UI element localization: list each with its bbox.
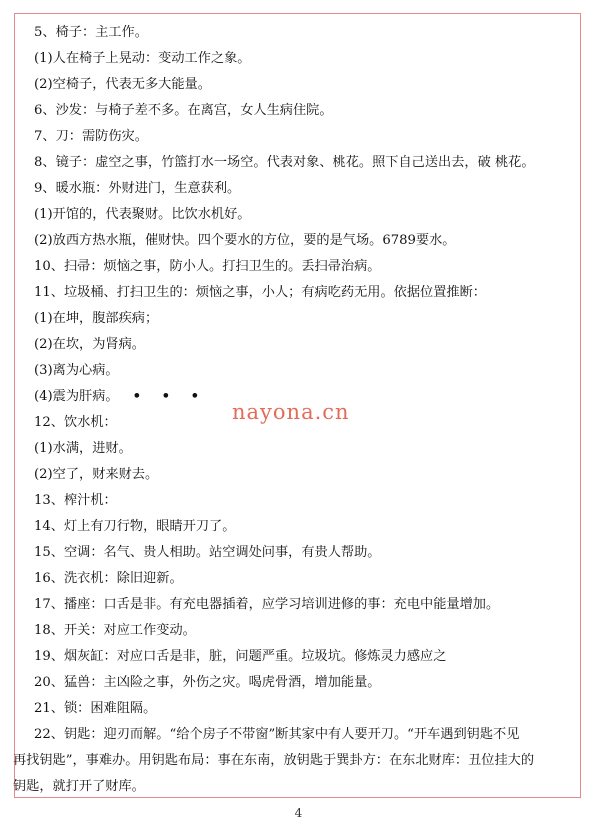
- text-line: (1)在坤，腹部疾病；: [34, 311, 159, 326]
- text-line: 10、扫帚：烦恼之事，防小人。打扫卫生的。丢扫帚治病。: [34, 259, 381, 274]
- text-line: 21、锁：困难阻隔。: [34, 701, 157, 716]
- text-line: 6、沙发：与椅子差不多。在离宫，女人生病住院。: [34, 103, 333, 118]
- text-line: (2)空了，财来财去。: [34, 467, 159, 482]
- text-line: 15、空调：名气、贵人相助。站空调处问事，有贵人帮助。: [34, 545, 381, 560]
- text-line: 11、垃圾桶、打扫卫生的：烦恼之事，小人；有病吃药无用。依据位置推断：: [34, 285, 486, 300]
- text-line: (1)开馆的，代表聚财。比饮水机好。: [34, 207, 251, 222]
- text-line: (1)人在椅子上晃动：变动工作之象。: [34, 51, 251, 66]
- page-number: 4: [294, 806, 303, 820]
- text-line: 9、暖水瓶：外财进门，生意获利。: [34, 181, 241, 196]
- text-line: 再找钥匙”，事难办。用钥匙布局：事在东南，放钥匙于巽卦方：在东北财库：丑位挂大的: [13, 753, 535, 768]
- text-line: 22、钥匙：迎刃而解。“给个房子不带窗”断其家中有人要开刀。“开车遇到钥匙不见: [34, 727, 520, 742]
- text-line: 钥匙，就打开了财库。: [13, 779, 145, 794]
- ellipsis-dots: • • •: [132, 389, 208, 404]
- text-line: (2)放西方热水瓶，催财快。四个要水的方位，要的是气场。6789要水。: [34, 233, 456, 248]
- text-line: 16、洗衣机：除旧迎新。: [34, 571, 183, 586]
- text-line: 19、烟灰缸：对应口舌是非，脏，问题严重。垃圾坑。修炼灵力感应之: [34, 649, 447, 664]
- text-line: 5、椅子：主工作。: [34, 25, 148, 40]
- text-line: (1)水满，进财。: [34, 441, 132, 456]
- text-line: 12、饮水机：: [34, 415, 117, 430]
- text-line: 18、开关：对应工作变动。: [34, 623, 196, 638]
- text-line: 7、刀：需防伤灾。: [34, 129, 148, 144]
- text-line-with-dots: [34, 389, 207, 405]
- text-line: 8、镜子：虚空之事，竹篮打水一场空。代表对象、桃花。照下自己送出去，破 桃花。: [34, 155, 535, 170]
- text-line: 13、榨汁机：: [34, 493, 117, 508]
- text-line: (2)空椅子，代表无多大能量。: [34, 77, 211, 92]
- text-line: (2)在坎，为肾病。: [34, 337, 145, 352]
- text-line: 17、播座：口舌是非。有充电器插着，应学习培训进修的事：充电中能量增加。: [34, 597, 500, 612]
- text-line: (3)离为心病。: [34, 363, 119, 378]
- text-span: (4)震为肝病。: [34, 389, 119, 404]
- text-line: 14、灯上有刀行物，眼睛开刀了。: [34, 519, 236, 534]
- watermark-text: nayona.cn: [232, 400, 350, 424]
- text-line: 20、猛兽：主凶险之事，外伤之灾。喝虎骨酒，增加能量。: [34, 675, 381, 690]
